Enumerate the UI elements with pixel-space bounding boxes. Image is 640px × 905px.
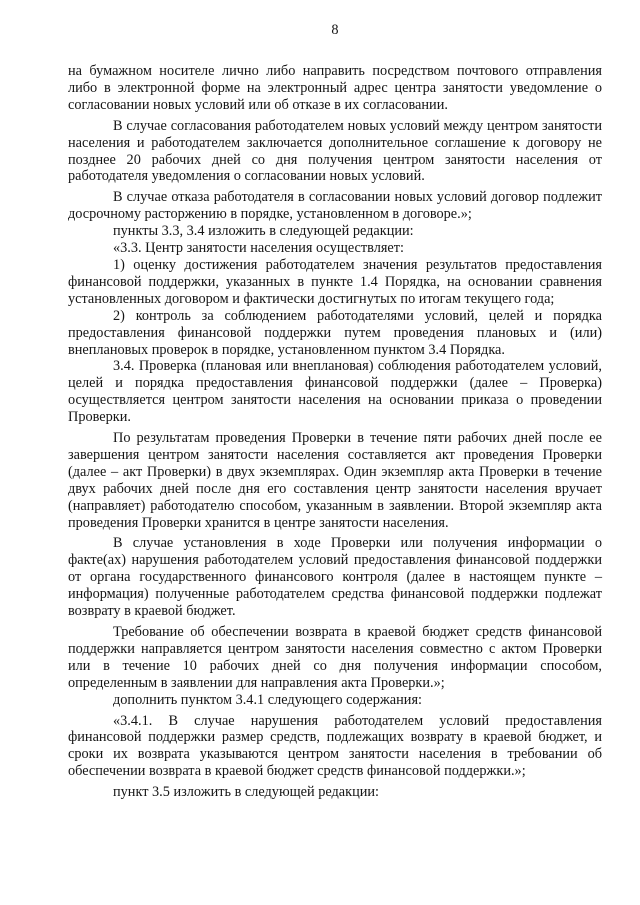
- paragraph-amend-3-3-3-4: пункты 3.3, 3.4 изложить в следующей редакции:: [113, 223, 414, 240]
- paragraph-3-3-heading: «3.3. Центр занятости населения осуществляет:: [113, 240, 404, 257]
- paragraph-3-3-item-2: 2) контроль за соблюдением работодателями условий, целей и порядка предоставления финансовой поддержки путем проведения плановых и (или) внеплановых проверок в порядке, установленном пунктом 3.4 Порядка.: [68, 307, 602, 358]
- paragraph-3-3-item-1: 1) оценку достижения работодателем значения результатов предоставления финансовой поддержки, указанных в пункте 1.4 Порядка, на основании сравнения установленных договором и фактически достигнутых по итогам текущего года;: [68, 256, 602, 307]
- paragraph-return-requirement: Требование об обеспечении возврата в краевой бюджет средств финансовой поддержки направляется центром занятости населения совместно с актом Проверки или в течение 10 рабочих дней со дня получения информации способом, определенным в заявлении для направления акта Проверки.»;: [68, 624, 602, 691]
- paragraph-amend-3-5: пункт 3.5 изложить в следующей редакции:: [113, 784, 380, 801]
- paragraph-add-3-4-1: дополнить пунктом 3.4.1 следующего содержания:: [113, 691, 422, 708]
- paragraph-agreement: В случае согласования работодателем новых условий между центром занятости населения и работодателем заключается дополнительное соглашение к договору не позднее 20 рабочих дней со дня получения центром занятости населения от работодателя уведомления о согласовании новых условий.: [68, 117, 602, 185]
- paragraph-3-4-1: «3.4.1. В случае нарушения работодателем условий предоставления финансовой поддержки размер средств, подлежащих возврату в краевой бюджет, и сроки их возврата указываются центром занятости населения в требовании об обеспечении возврата в краевой бюджет средств финансовой поддержки.»;: [68, 712, 602, 780]
- paragraph-continuation: на бумажном носителе лично либо направить посредством почтового отправления либо в электронной форме на электронный адрес центра занятости уведомление о согласовании новых условий или об отказе в их согласовании.: [68, 63, 602, 113]
- paragraph-violation-return: В случае установления в ходе Проверки или получения информации о факте(ах) нарушения работодателем условий предоставления финансовой поддержки от органа государственного финансового контроля (далее в настоящем пункте – информация) полученные работодателем средства финансовой поддержки подлежат возврату в краевой бюджет.: [68, 535, 602, 620]
- page-number: 8: [331, 22, 339, 38]
- paragraph-inspection-results: По результатам проведения Проверки в течение пяти рабочих дней после ее завершения центром занятости населения составляется акт проведения Проверки (далее – акт Проверки) в двух экземплярах. Один экземпляр акта Проверки в течение двух рабочих дней после дня его составления центр занятости населения вручает (направляет) работодателю способом, указанным в заявлении. Второй экземпляр акта проведения Проверки хранится в центре занятости населения.: [68, 430, 602, 531]
- paragraph-3-4: 3.4. Проверка (плановая или внеплановая) соблюдения работодателем условий, целей и порядка предоставления финансовой поддержки (далее – Проверка) осуществляется центром занятости населения на основании приказа о проведении Проверки.: [68, 358, 602, 426]
- paragraph-refusal: В случае отказа работодателя в согласовании новых условий договор подлежит досрочному расторжению в порядке, установленном в договоре.»;: [68, 189, 602, 223]
